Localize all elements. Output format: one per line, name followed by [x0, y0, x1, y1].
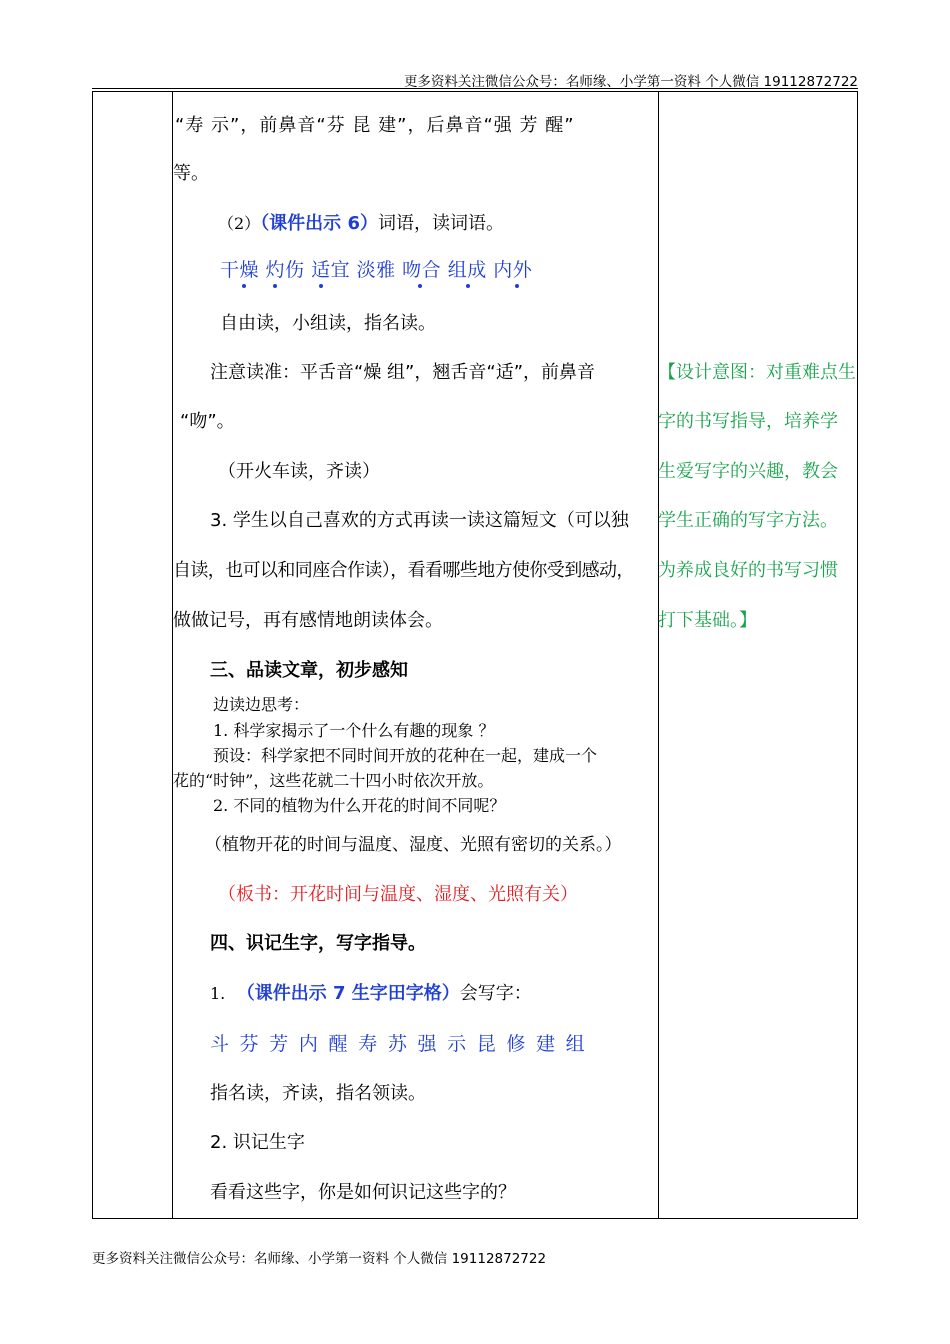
design-note-line: 打下基础。】 [658, 610, 757, 631]
text-line: 指名读，齐读，指名领读。 [210, 1083, 426, 1104]
design-note-line: 为养成良好的书写习惯 [658, 560, 838, 581]
text-line: “吻”。 [180, 411, 235, 432]
table-divider-1 [172, 92, 173, 1219]
text-line: （开火车读，齐读） [218, 461, 380, 482]
courseware-label: （课件出示 7 生字田字格） [236, 983, 460, 1004]
header-text: 更多资料关注微信公众号：名师缘、小学第一资料 个人微信 19112872722 [403, 74, 858, 90]
text-line: 等。 [173, 163, 209, 184]
emphasis-dot [466, 284, 470, 288]
text-line [210, 983, 532, 1005]
text-line: 1. 科学家揭示了一个什么有趣的现象 ？ [213, 721, 495, 740]
word-list: 干燥 灼伤 适宜 淡雅 吻合 组成 内外 [220, 259, 533, 281]
text-line [218, 213, 504, 235]
text-line: 看看这些字，你是如何识记这些字的？ [210, 1182, 516, 1203]
emphasis-dot [418, 284, 422, 288]
header-rule [92, 88, 858, 89]
page-footer: 更多资料关注微信公众号：名师缘、小学第一资料 个人微信 19112872722 [92, 1251, 547, 1267]
blackboard-note: （板书：开花时间与温度、湿度、光照有关） [218, 884, 578, 905]
section-heading: 四、识记生字，写字指导。 [210, 933, 426, 954]
text-line: 预设：科学家把不同时间开放的花种在一起，建成一个 [213, 746, 598, 765]
text-line: 2. 不同的植物为什么开花的时间不同呢？ [213, 796, 506, 815]
design-note-line: 生爱写字的兴趣，教会 [658, 461, 838, 482]
text-line: 做做记号，再有感情地朗读体会。 [173, 610, 443, 631]
text-line: 自由读，小组读，指名读。 [220, 313, 436, 334]
item-number: （2） [218, 214, 261, 233]
character-list: 斗 芬 芳 内 醒 寿 苏 强 示 昆 修 建 组 [210, 1033, 587, 1055]
section-heading: 三、品读文章，初步感知 [210, 660, 408, 681]
text-line: “寿 示”，前鼻音“芬 昆 建”，后鼻音“强 芳 醒” [175, 115, 575, 136]
design-note-line: 学生正确的写字方法。 [658, 510, 838, 531]
table-divider-2 [658, 92, 659, 1219]
text-line: 花的“时钟”，这些花就二十四小时依次开放。 [173, 771, 494, 790]
emphasis-dot [273, 284, 277, 288]
header-rule-double [92, 91, 858, 92]
design-note-line: 字的书写指导，培养学 [658, 411, 838, 432]
instruction-text: 词语，读词语。 [377, 213, 504, 234]
text-line: 边读边思考： [213, 695, 310, 714]
text-line: 自读，也可以和同座合作读），看看哪些地方使你受到感动， [173, 560, 634, 581]
emphasis-dot [319, 284, 323, 288]
table-border-right [857, 92, 858, 1219]
text-line: 2. 识记生字 [210, 1132, 305, 1153]
courseware-label: （课件出示 6） [260, 213, 378, 234]
table-border-bottom [92, 1218, 858, 1219]
emphasis-dot [515, 284, 519, 288]
text-line: （植物开花的时间与温度、湿度、光照有密切的关系。） [205, 835, 622, 855]
table-border-left [92, 92, 93, 1219]
text-line: 注意读准：平舌音“燥 组”，翘舌音“适”，前鼻音 [210, 362, 596, 383]
design-note-line: 【设计意图：对重难点生 [658, 362, 856, 383]
text-line: 3. 学生以自己喜欢的方式再读一读这篇短文（可以独 [210, 510, 629, 531]
item-number: 1. [210, 984, 226, 1003]
instruction-text: 会写字： [459, 983, 532, 1004]
emphasis-dot [242, 284, 246, 288]
